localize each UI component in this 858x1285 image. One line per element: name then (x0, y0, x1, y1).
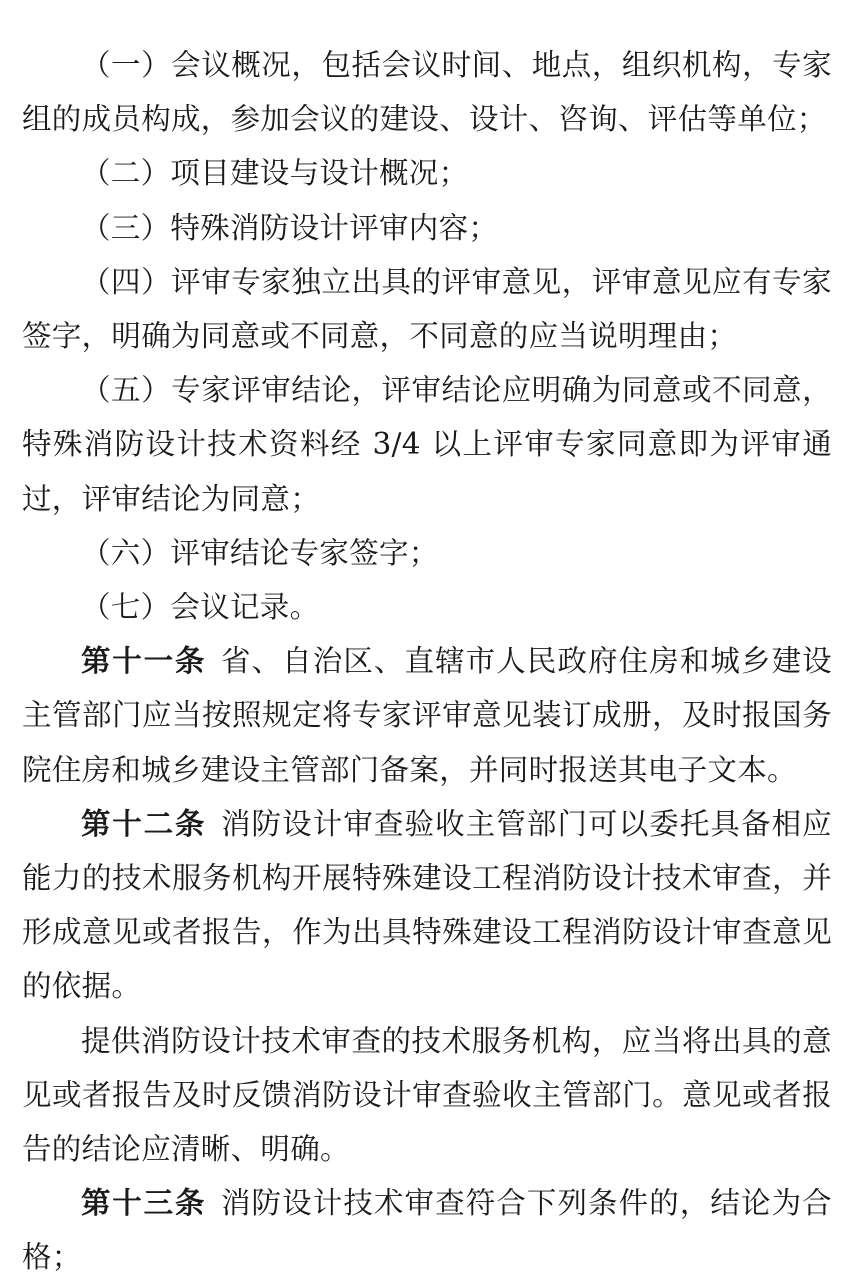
list-item-meeting-overview: （一）会议概况，包括会议时间、地点，组织机构，专家组的成员构成，参加会议的建设、设计、咨询、评估等单位； (22, 48, 832, 137)
list-item-project-overview: （二）项目建设与设计概况； (81, 156, 469, 191)
article-11-text: 省、自治区、直辖市人民政府住房和城乡建设主管部门应当按照规定将专家评审意见装订成册，及时报国务院住房和城乡建设主管部门备案，并同时报送其电子文本。 (22, 644, 832, 787)
article-13 (22, 1176, 832, 1284)
list-item-review-conclusion: （五）专家评审结论，评审结论应明确为同意或不同意，特殊消防设计技术资料经 3/4 以上评审专家同意即为评审通过，评审结论为同意； (22, 373, 832, 516)
article-13-text: 消防设计技术审查符合下列条件的，结论为合格； (22, 1186, 832, 1275)
article-13-label: 第十三条 (81, 1185, 207, 1221)
article-11 (22, 634, 832, 797)
article-12-text: 消防设计审查验收主管部门可以委托具备相应能力的技术服务机构开展特殊建设工程消防设计技术审查，并形成意见或者报告，作为出具特殊建设工程消防设计审查意见的依据。 (22, 806, 832, 1004)
article-11-label: 第十一条 (81, 643, 207, 679)
list-item-expert-opinions: （四）评审专家独立出具的评审意见，评审意见应有专家签字，明确为同意或不同意，不同意的应当说明理由； (22, 264, 832, 354)
list-item-meeting-minutes: （七）会议记录。 (81, 590, 320, 625)
article-12 (22, 797, 832, 1014)
article-12-label: 第十二条 (81, 805, 207, 841)
document-page (22, 38, 832, 1285)
list-item-review-content: （三）特殊消防设计评审内容； (81, 210, 499, 245)
paragraph-technical-service: 提供消防设计技术审查的技术服务机构，应当将出具的意见或者报告及时反馈消防设计审查验收主管部门。意见或者报告的结论应清晰、明确。 (22, 1023, 832, 1167)
list-item-conclusion-signature: （六）评审结论专家签字； (81, 535, 439, 570)
